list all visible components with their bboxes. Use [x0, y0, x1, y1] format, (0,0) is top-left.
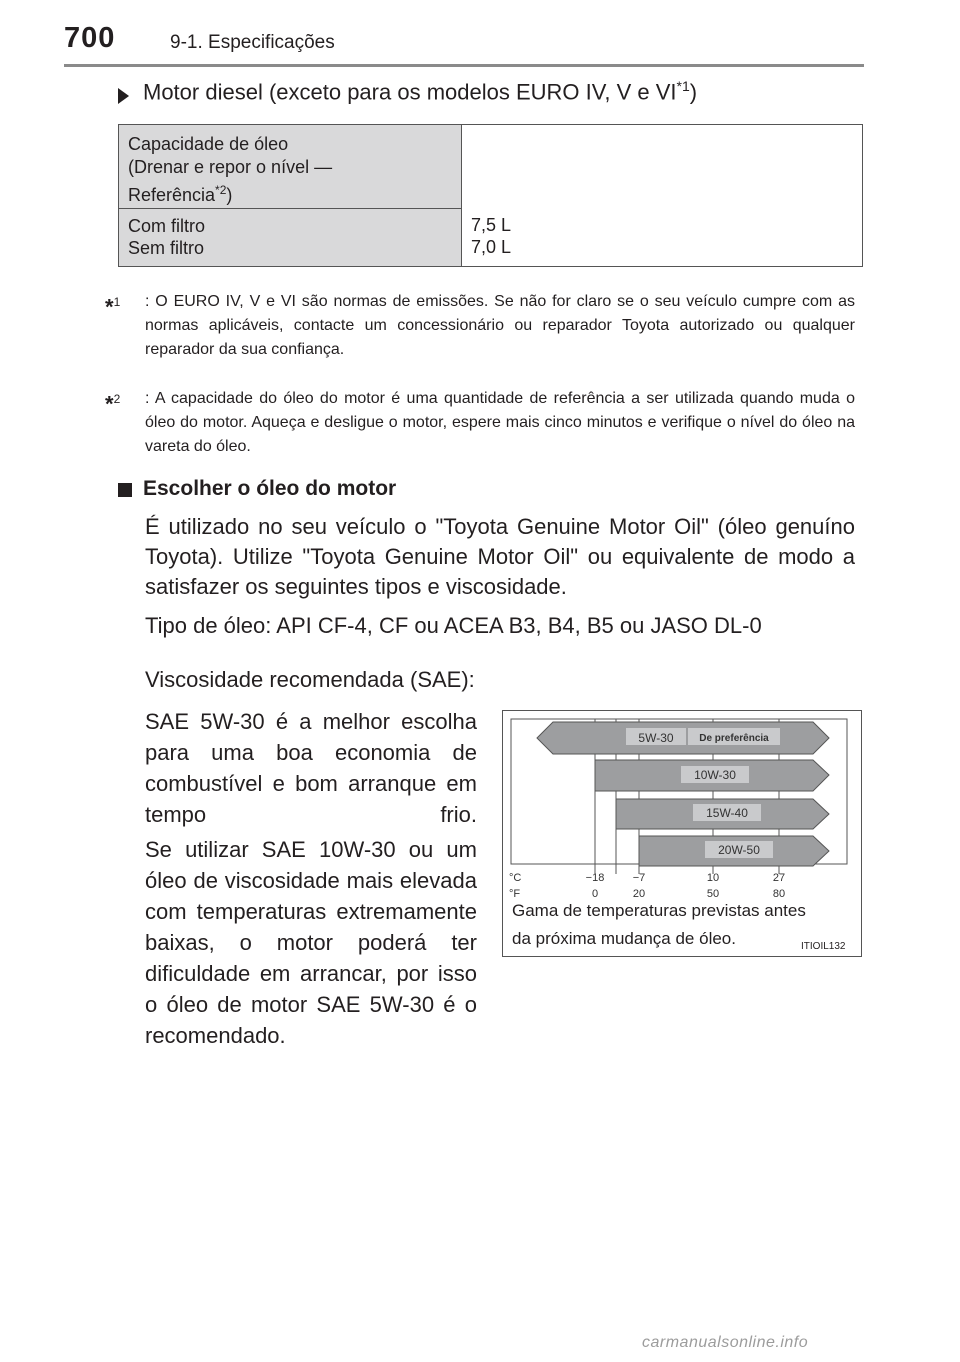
footnote-2: *$^2$ : A capacidade do óleo do motor é uma quantidade de referência a ser utilizada quando muda o óleo do motor. Aqueça e desligue o motor, espere mais cinco minutos e verifique o nível do óleo na vareta do óleo.	[105, 390, 855, 455]
celsius-tick: −18	[585, 872, 605, 884]
figure-caption-line2: da próxima mudança de óleo.	[512, 929, 736, 948]
viscosity-figure	[502, 710, 862, 957]
preference-label: De preferência	[699, 733, 769, 744]
fahrenheit-tick: 0	[591, 888, 599, 900]
fahrenheit-tick: 80	[772, 888, 786, 900]
grade-label: 20W-50	[718, 843, 760, 857]
table-label-cell	[119, 209, 462, 267]
diesel-heading: Motor diesel (exceto para os modelos EURO IV, V e VI$^{*1}$)	[143, 78, 698, 105]
celsius-tick: −7	[632, 872, 646, 884]
celsius-unit: °C	[509, 872, 522, 884]
fahrenheit-tick: 20	[632, 888, 646, 900]
table-header-cell: Capacidade de óleo (Drenar e repor o nível — Referência$^{*2}$)	[119, 125, 462, 209]
label-with-filter: Com filtro	[128, 216, 206, 236]
header-divider	[64, 64, 864, 67]
grade-label: 5W-30	[638, 731, 674, 745]
page-number: 700	[64, 22, 116, 54]
paragraph-5w30: SAE 5W-30 é a melhor escolha para uma boa economia de combustível e bom arranque em tempo frio.	[145, 709, 477, 827]
grade-label: 10W-30	[694, 768, 736, 782]
fahrenheit-unit: °F	[509, 888, 521, 900]
band-5w30	[537, 722, 829, 754]
section-heading: 9-1. Especificações	[170, 32, 335, 53]
value-with-filter: 7,5 L	[471, 215, 512, 235]
band-10w30	[595, 760, 829, 791]
label-without-filter: Sem filtro	[128, 238, 205, 258]
table-value-cell	[462, 125, 863, 267]
intro-paragraph: É utilizado no seu veículo o "Toyota Genuine Motor Oil" (óleo genuíno Toyota). Utilize "Toyota Genuine Motor Oil" ou equivalente de modo a satisfazer os seguintes tipos e viscosidade.	[145, 514, 855, 599]
grade-label: 15W-40	[706, 806, 748, 820]
band-20w50	[639, 836, 829, 866]
section-title: Escolher o óleo do motor	[143, 477, 397, 500]
figure-code: ITIOIL132	[801, 941, 846, 952]
footnote-ref: *1	[676, 78, 690, 94]
fahrenheit-tick: 50	[706, 888, 720, 900]
watermark: carmanualsonline.info	[642, 1334, 809, 1351]
celsius-tick: 10	[706, 872, 720, 884]
celsius-tick: 27	[772, 872, 786, 884]
value-without-filter: 7,0 L	[471, 237, 512, 257]
triangle-bullet-icon	[118, 88, 129, 104]
oil-type: Tipo de óleo: API CF-4, CF ou ACEA B3, B4, B5 ou JASO DL-0	[145, 613, 762, 638]
band-15w40	[616, 799, 829, 829]
footnote-1: *$^1$ : O EURO IV, V e VI são normas de emissões. Se não for claro se o seu veículo cumpre com as normas aplicáveis, contacte um concessionário ou reparador Toyota autorizado ou qualquer reparador da sua confiança.	[105, 293, 855, 358]
footnote-ref: *2	[215, 183, 227, 197]
viscosity-label: Viscosidade recomendada (SAE):	[145, 667, 475, 692]
section-square-icon	[118, 483, 132, 497]
oil-capacity-table	[118, 124, 863, 267]
paragraph-10w30: Se utilizar SAE 10W-30 ou um óleo de viscosidade mais elevada com temperaturas extremamente baixas, o motor poderá ter dificuldade em arrancar, por isso o óleo de motor SAE 5W-30 é o recomendado.	[145, 837, 477, 1048]
figure-caption-line1: Gama de temperaturas previstas antes	[512, 901, 806, 920]
